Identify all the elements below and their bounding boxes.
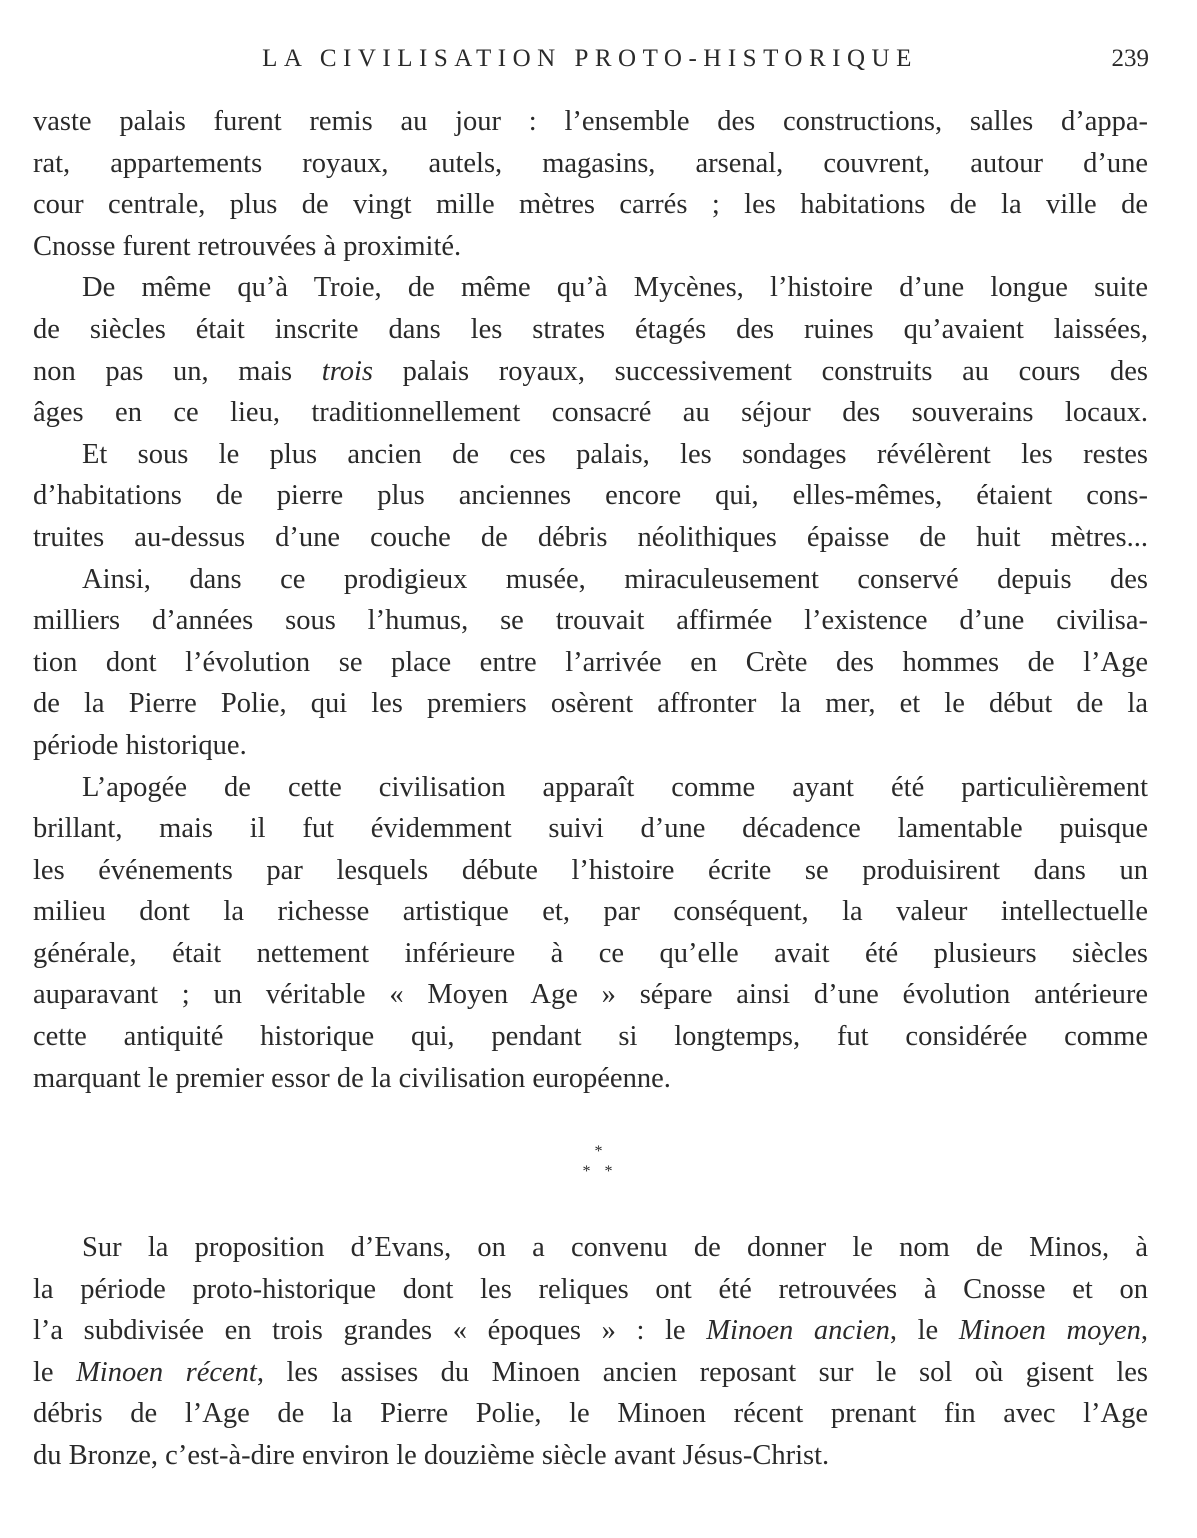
section-separator [0,1142,1197,1182]
text-line: De même qu’à Troie, de même qu’à Mycènes, l’histoire d’une longue suite [82,272,1148,304]
text-line: de siècles était inscrite dans les strates étagés des ruines qu’avaient laissées, [33,313,1148,345]
text-line: cour centrale, plus de vingt mille mètres carrés ; les habitations de la ville de [33,189,1148,221]
text-line: milieu dont la richesse artistique et, par conséquent, la valeur intellectuelle [33,896,1148,928]
text-segment: palais royaux, successivement construits au cours des [373,355,1148,387]
text-line: période historique. [33,729,247,761]
text-line [33,1352,1148,1394]
text-line: du Bronze, c’est-à-dire environ le douzième siècle avant Jésus-Christ. [33,1439,830,1471]
text-line: la période proto-historique dont les reliques ont été retrouvées à Cnosse et on [33,1273,1148,1305]
italic-term: Minoen récent [76,1356,257,1388]
text-line: brillant, mais il fut évidemment suivi d’une décadence lamentable puisque [33,813,1148,845]
text-line: générale, était nettement inférieure à ce qu’elle avait été plusieurs siècles [33,937,1148,969]
asterism-top: * [594,1143,603,1160]
page-number: 239 [1111,45,1149,72]
text-segment: le [33,1356,77,1388]
text-line: cette antiquité historique qui, pendant si longtemps, fut considérée comme [33,1021,1148,1053]
text-line: rat, appartements royaux, autels, magasins, arsenal, couvrent, autour d’une [33,147,1148,179]
text-line: auparavant ; un véritable « Moyen Age » sépare ainsi d’une évolution antérieure [33,979,1148,1011]
main-text [33,101,1148,1099]
text-line: les événements par lesquels débute l’histoire écrite se produisirent dans un [33,854,1148,886]
running-head: LA CIVILISATION PROTO-HISTORIQUE [262,45,918,72]
text-line: d’habitations de pierre plus anciennes encore qui, elles-mêmes, étaient cons- [33,480,1148,512]
text-line: L’apogée de cette civilisation apparaît comme ayant été particulièrement [82,771,1148,803]
text-segment: l’a subdivisée en trois grandes « époques » : le [33,1315,707,1347]
asterism-bottom: ** [582,1163,627,1180]
text-line: âges en ce lieu, traditionnellement consacré au séjour des souverains locaux. [33,397,1148,429]
text-line: Cnosse furent retrouvées à proximité. [33,230,462,262]
italic-word: trois [321,355,373,387]
text-line: milliers d’années sous l’humus, se trouvait affirmée l’existence d’une civilisa- [33,605,1148,637]
text-line: de la Pierre Polie, qui les premiers osèrent affronter la mer, et le début de la [33,688,1148,720]
final-paragraph [33,1227,1148,1477]
italic-term: Minoen ancien [706,1315,890,1347]
text-line: débris de l’Age de la Pierre Polie, le Minoen récent prenant fin avec l’Age [33,1398,1148,1430]
text-line: marquant le premier essor de la civilisation européenne. [33,1062,671,1094]
text-line: vaste palais furent remis au jour : l’ensemble des constructions, salles d’appa- [33,106,1148,137]
text-line: Sur la proposition d’Evans, on a convenu de donner le nom de Minos, à [82,1232,1148,1263]
text-segment: , le [889,1315,959,1347]
text-segment: , les assises du Minoen ancien reposant sur le sol où gisent les [256,1356,1148,1388]
text-segment: , [1140,1315,1148,1347]
text-line: Et sous le plus ancien de ces palais, les sondages révélèrent les restes [82,438,1148,470]
text-line: truites au-dessus d’une couche de débris néolithiques épaisse de huit mètres... [33,521,1148,553]
text-line [33,1310,1148,1352]
italic-term: Minoen moyen [958,1315,1141,1347]
text-line [33,351,1148,393]
text-segment: non pas un, mais [33,355,322,387]
text-line: Ainsi, dans ce prodigieux musée, miraculeusement conservé depuis des [82,563,1148,595]
text-line: tion dont l’évolution se place entre l’arrivée en Crète des hommes de l’Age [33,646,1148,678]
